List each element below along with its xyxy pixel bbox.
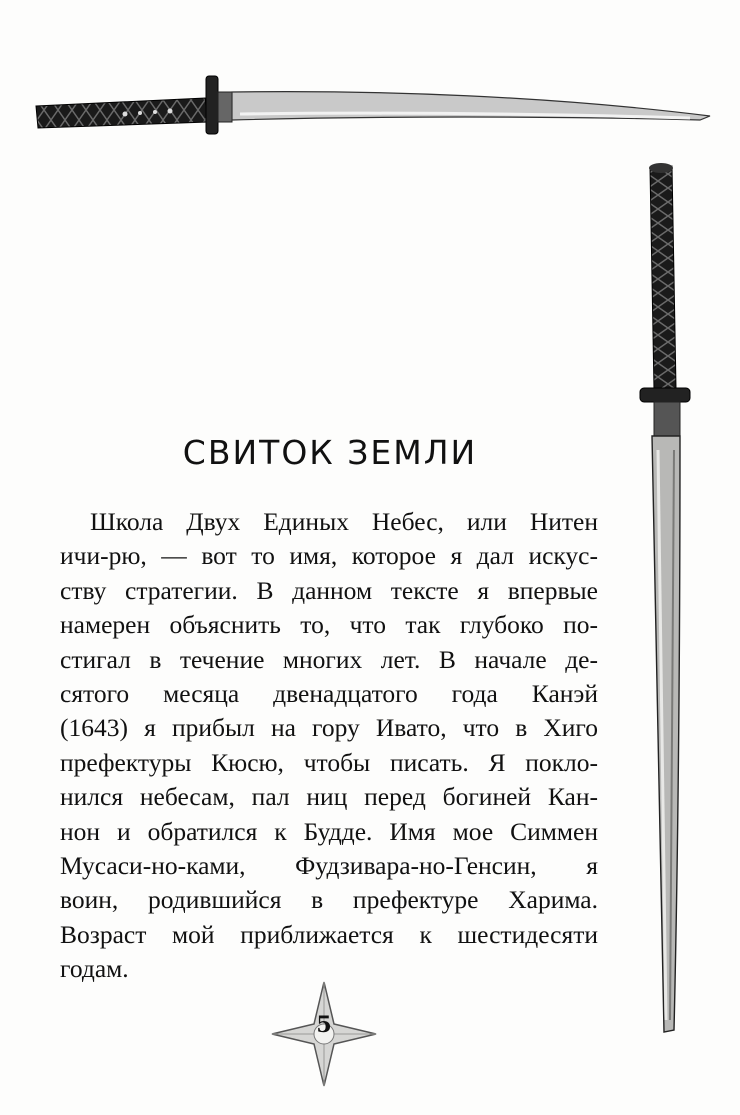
text-line: нон и обратился к Будде. Имя мое Симмен: [60, 816, 598, 846]
page-number: 5: [316, 1012, 332, 1038]
text-line: воин, родившийся в префектуре Харима.: [60, 885, 598, 915]
text-line: сятого месяца двенадцатого года Канэй: [60, 679, 598, 709]
katana-horizontal-icon: [30, 70, 720, 140]
body-paragraph: [60, 505, 598, 987]
text-line: ичи-рю, — вот то имя, которое я дал искус-: [60, 541, 598, 571]
text-line: (1643) я прибыл на гору Ивато, что в Хиго: [60, 713, 598, 743]
text-line: годам.: [60, 954, 129, 984]
text-line: нился небесам, пал ниц перед богиней Кан-: [60, 782, 598, 812]
text-line: префектуры Кюсю, чтобы писать. Я покло-: [60, 747, 598, 777]
text-line: Возраст мой приближается к шестидесяти: [60, 919, 598, 949]
text-line: намерен объяснить то, что так глубоко по-: [60, 610, 598, 640]
text-line: ству стратегии. В данном тексте я впервые: [60, 575, 598, 605]
katana-vertical-icon: [628, 160, 718, 1040]
chapter-title: СВИТОК ЗЕМЛИ: [182, 433, 478, 472]
text-line: стигал в течение многих лет. В начале де-: [60, 644, 598, 674]
text-line: Мусаси-но-ками, Фудзивара-но-Генсин, я: [60, 851, 598, 881]
text-line: Школа Двух Единых Небес, или Нитен: [90, 507, 598, 536]
